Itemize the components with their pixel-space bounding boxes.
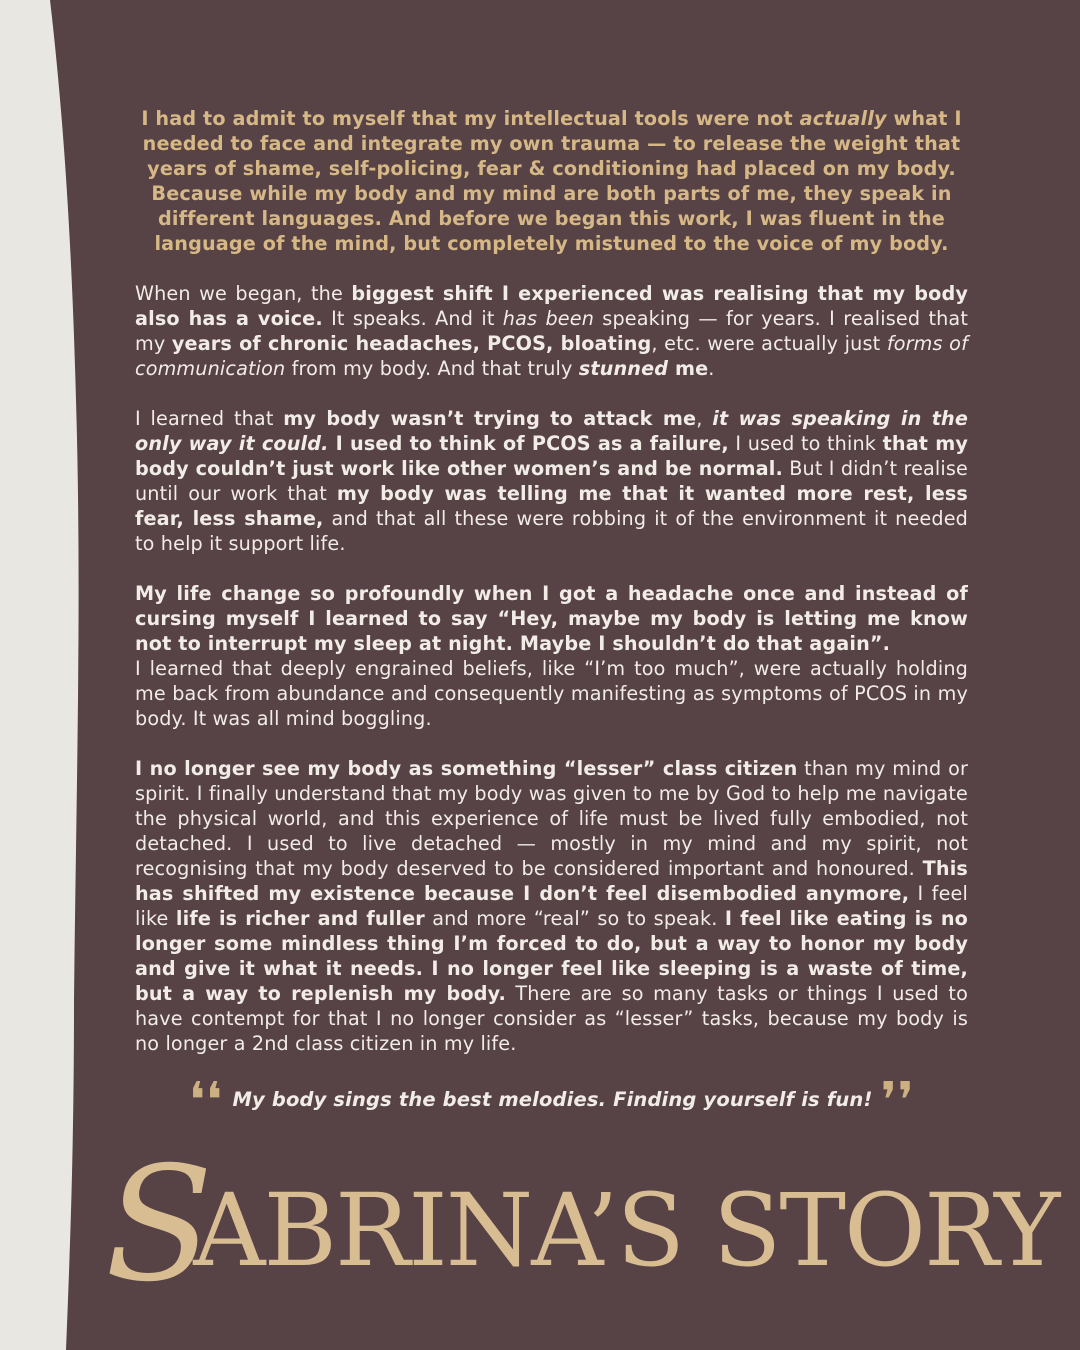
p2-s8: But I didn’t realise until our work that [135, 457, 968, 505]
paragraph-voice [135, 281, 968, 381]
p4-s5: life is richer and fuller [175, 907, 425, 930]
close-quote-icon: ❜❜ [880, 1081, 915, 1117]
story-content [135, 106, 968, 1117]
p4-s7: I feel like eating is no longer some mindless thing I’m forced to do, but a way to honor my body and give it what it needs. I no longer feel like sleeping is a waste of time, but a way to replenish my body. [135, 907, 968, 1005]
p1-s12: . [708, 357, 715, 380]
p1-s6: years of chronic headaches, PCOS, bloating [171, 332, 652, 355]
p1-s7: , etc. were actually just [651, 332, 887, 355]
paragraph-attack [135, 406, 968, 556]
p1-s5: speaking — for years. I realised that my [135, 307, 969, 355]
p2-s5: I used to think of PCOS as a failure, [328, 432, 729, 455]
p2-s4: it was speaking in the only way it could. [135, 407, 969, 455]
intro-paragraph [135, 106, 968, 256]
p2-s6: I used to think [728, 432, 883, 455]
p1-s9: from my body. And that truly [285, 357, 579, 380]
intro-text-c: what I needed to face and integrate my own trauma — to release the weight that years of shame, self-policing, fear & conditioning had placed on my body. Because while my body and my mind are both parts of me, they speak in different languages. And before we began this work, I was fluent in the language of the mind, but completely mistuned to the voice of my body. [142, 107, 962, 255]
p4-s1: I no longer see my body as something “lesser” class citizen [135, 757, 798, 780]
p3-s2: I learned that deeply engrained beliefs, like “I’m too much”, were actually holding me back from abundance and consequently manifesting as symptoms of PCOS in my body. It was all mind boggling. [135, 657, 968, 730]
title-initial: S [105, 1133, 212, 1317]
p1-s2: biggest shift I experienced was realising that my body also has a voice. [135, 282, 968, 330]
p4-s8: There are so many tasks or things I used to have contempt for that I no longer consider as “lesser” tasks, because my body is no longer a 2nd class citizen in my life. [135, 982, 968, 1055]
title-rest: ABRINA’S STORY [193, 1172, 1059, 1289]
p2-s2: my body wasn’t trying to attack me [283, 407, 697, 430]
paragraph-embodied [135, 756, 968, 1056]
p1-s4: has been [502, 307, 595, 330]
pull-quote [135, 1081, 968, 1117]
p1-s10: stunned [578, 357, 669, 380]
open-quote-icon: ❛❛ [188, 1081, 223, 1117]
p1-s11: me [668, 357, 709, 380]
paragraph-headache [135, 581, 968, 731]
intro-text-emphasis: actually [799, 107, 887, 130]
p1-s3: It speaks. And it [322, 307, 503, 330]
p2-s10: and that all these were robbing it of the environment it needed to help it support life. [135, 507, 968, 555]
p4-s3: This has shifted my existence because I don’t feel disembodied anymore, [135, 857, 968, 905]
intro-text-a: I had to admit to myself that my intellectual tools were not [141, 107, 800, 130]
p4-s2: than my mind or spirit. I finally understand that my body was given to me by God to help me navigate the physical world, and this experience of life must be lived fully embodied, not detached. I used to live detached — mostly in my mind and my spirit, not recognising that my body deserved to be considered important and honoured. [135, 757, 968, 880]
quote-text: My body sings the best melodies. Finding yourself is fun! [232, 1087, 873, 1111]
story-title [105, 1133, 1059, 1317]
p2-s3: , [696, 407, 713, 430]
p1-s1: When we began, the [135, 282, 352, 305]
p4-s4: I feel like [135, 882, 968, 930]
p3-s1: My life change so profoundly when I got a headache once and instead of cursing myself I learned to say “Hey, maybe my body is letting me know not to interrupt my sleep at night. Maybe I shouldn’t do that again”. [135, 582, 968, 655]
p2-s9: my body was telling me that it wanted more rest, less fear, less shame, [135, 482, 968, 530]
p4-s6: and more “real” so to speak. [424, 907, 725, 930]
p2-s7: that my body couldn’t just work like other women’s and be normal. [135, 432, 969, 480]
p1-s8: forms of communication [135, 332, 968, 380]
p2-s1: I learned that [135, 407, 284, 430]
